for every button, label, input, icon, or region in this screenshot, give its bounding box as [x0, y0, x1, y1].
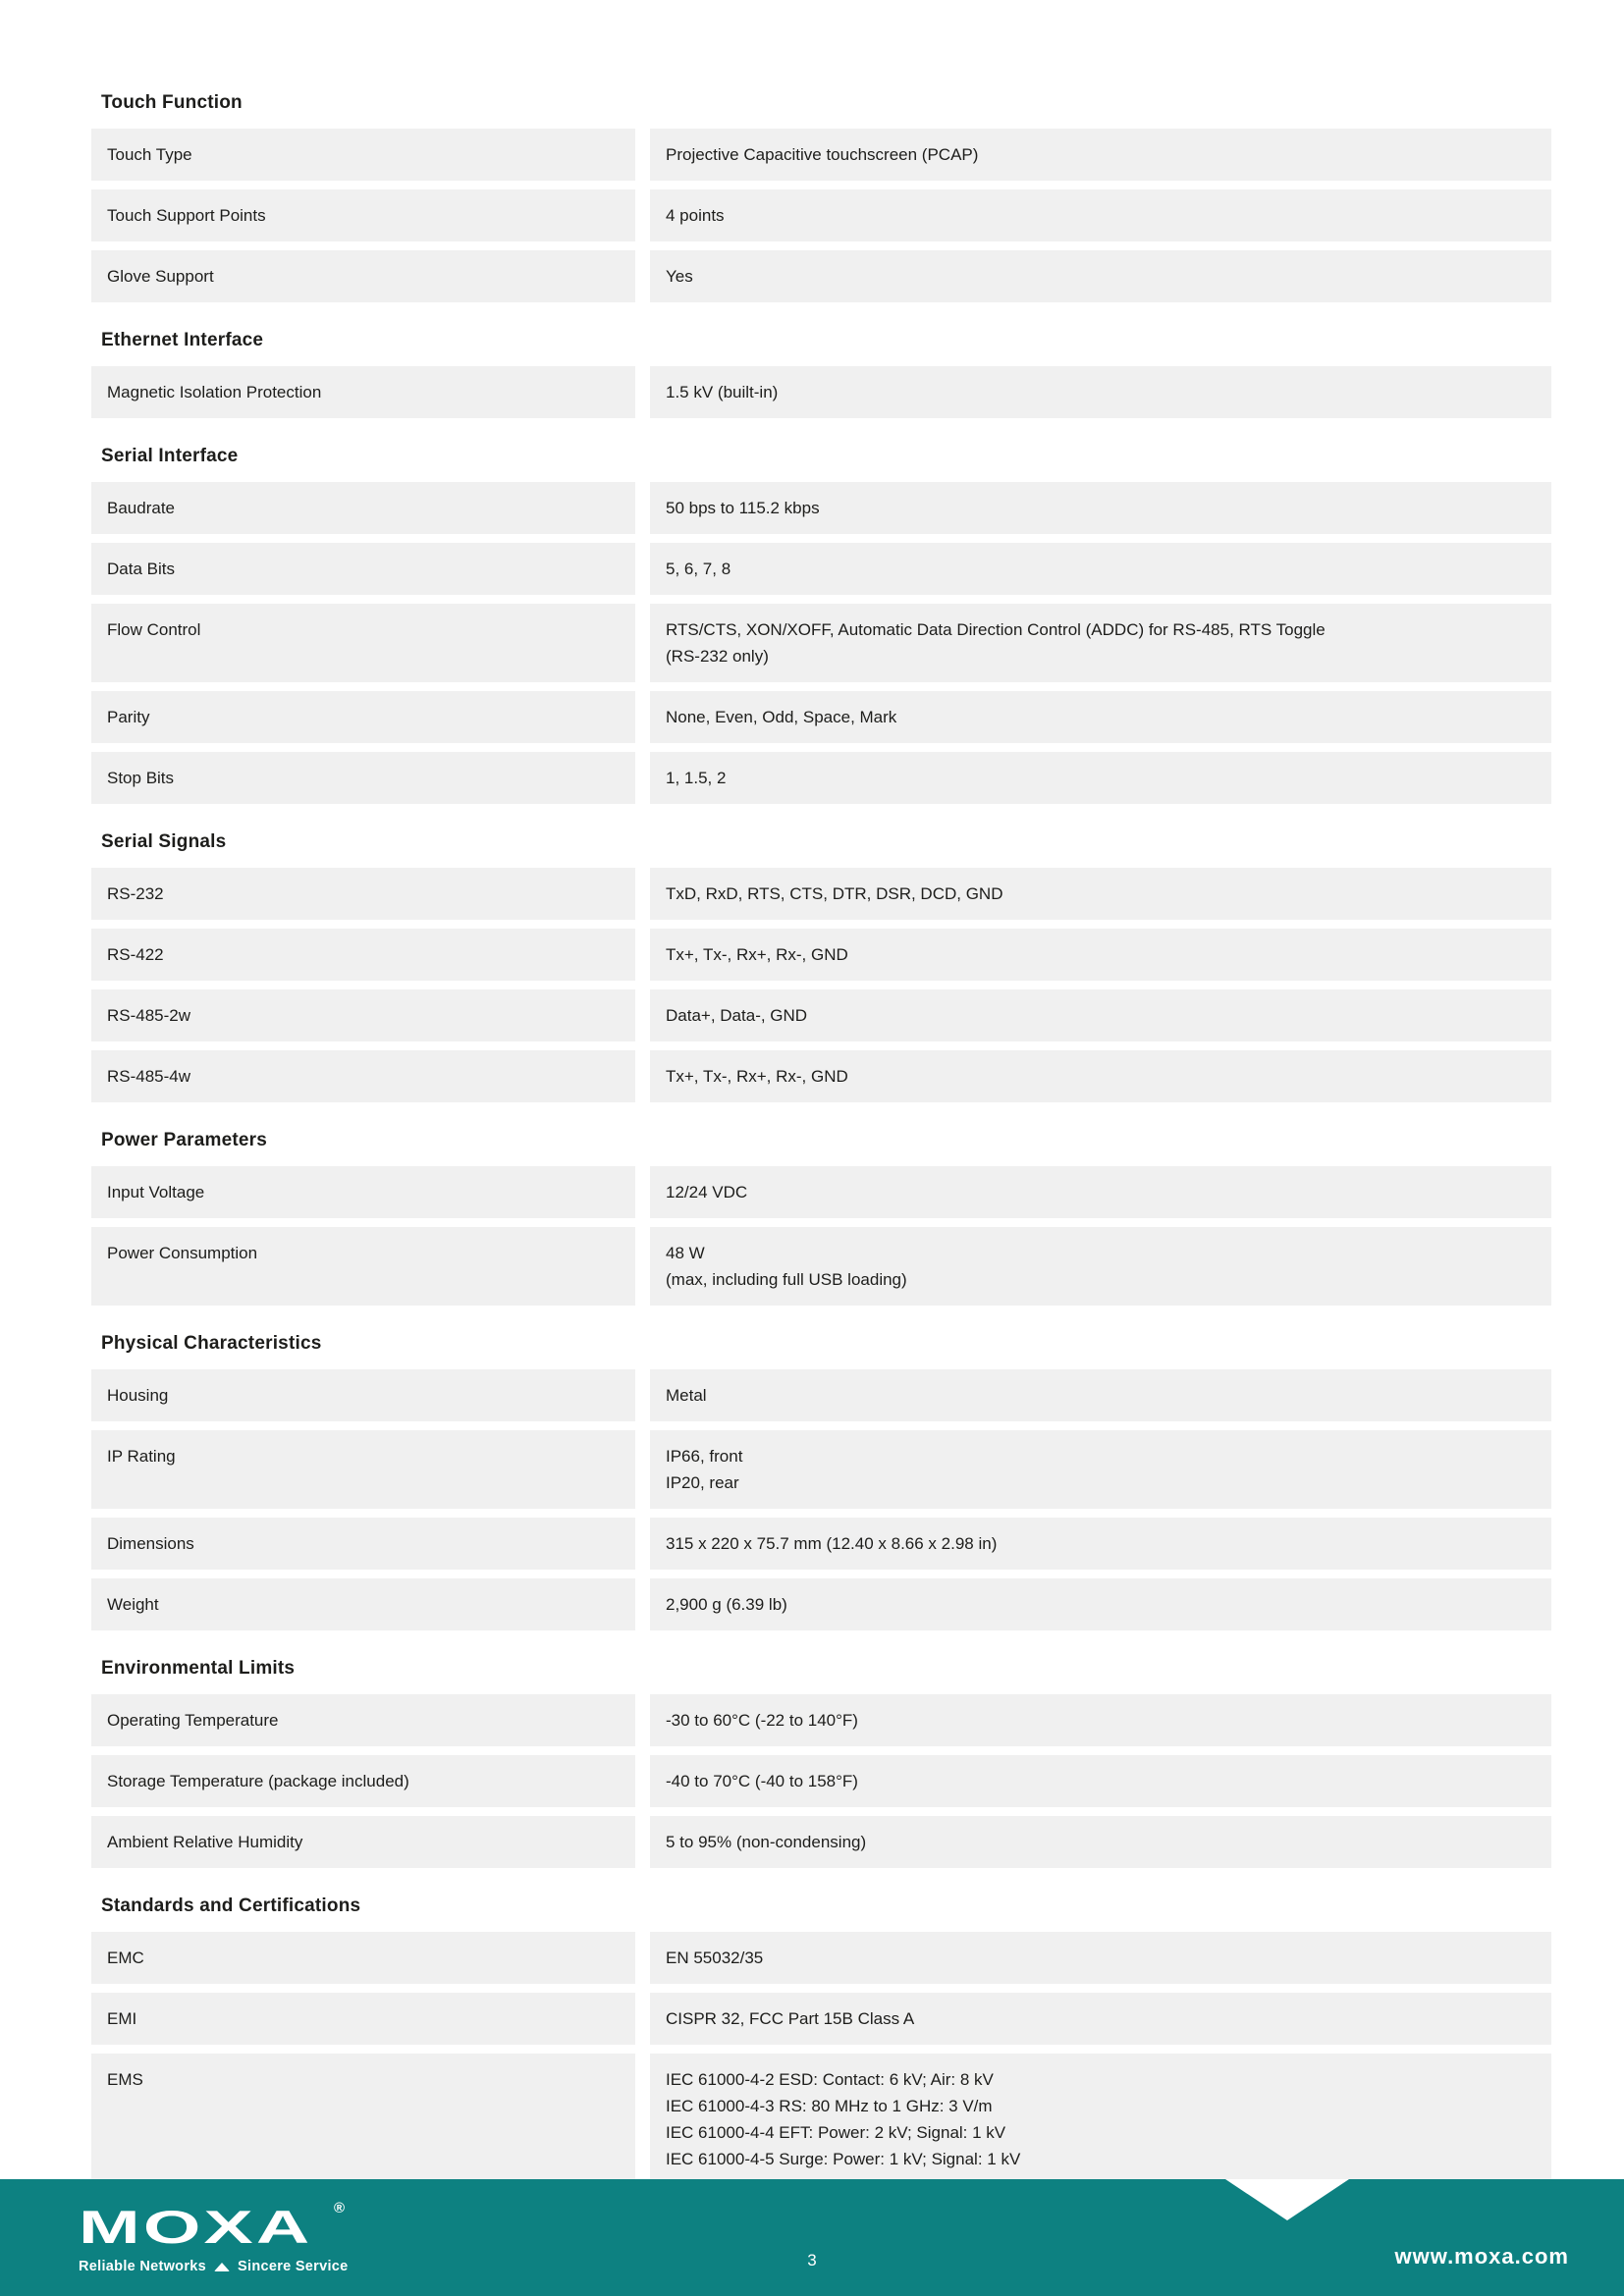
section-rows [91, 1932, 1551, 2185]
spec-row [91, 129, 1551, 181]
spec-value-line: (RS-232 only) [666, 647, 769, 666]
tagline-left: Reliable Networks [79, 2259, 207, 2274]
spec-label: RS-232 [107, 884, 164, 903]
spec-label-cell [91, 250, 635, 302]
spec-section [91, 330, 1551, 418]
spec-label: Dimensions [107, 1534, 194, 1553]
spec-value-line: -40 to 70°C (-40 to 158°F) [666, 1772, 858, 1790]
spec-value-line: IEC 61000-4-2 ESD: Contact: 6 kV; Air: 8 kV [666, 2070, 994, 2089]
spec-value-cell [650, 1816, 1551, 1868]
spec-value-line: (max, including full USB loading) [666, 1270, 907, 1289]
spec-label-cell [91, 1993, 635, 2045]
spec-value-line: 12/24 VDC [666, 1183, 748, 1201]
spec-row [91, 1816, 1551, 1868]
spec-label-cell [91, 1694, 635, 1746]
spec-value-line: 5 to 95% (non-condensing) [666, 1833, 867, 1851]
page-number: 3 [807, 2251, 817, 2269]
spec-value-cell [650, 189, 1551, 241]
spec-row [91, 1578, 1551, 1630]
section-heading: Serial Interface [101, 446, 239, 466]
spec-row [91, 1755, 1551, 1807]
spec-value-line: Projective Capacitive touchscreen (PCAP) [666, 145, 979, 164]
spec-value-cell [650, 1050, 1551, 1102]
spec-label: EMC [107, 1949, 144, 1967]
spec-label: Baudrate [107, 499, 175, 517]
spec-row [91, 1518, 1551, 1570]
spec-value-cell [650, 691, 1551, 743]
section-rows [91, 1166, 1551, 1306]
spec-label: Touch Type [107, 145, 192, 164]
section-heading: Environmental Limits [101, 1658, 296, 1679]
spec-label: Weight [107, 1595, 159, 1614]
spec-value-line: IP20, rear [666, 1473, 739, 1492]
spec-value-line: Tx+, Tx-, Rx+, Rx-, GND [666, 1067, 848, 1086]
spec-value-cell [650, 129, 1551, 181]
spec-value-line: 1.5 kV (built-in) [666, 383, 779, 401]
spec-label: Power Consumption [107, 1244, 258, 1262]
section-rows [91, 1369, 1551, 1630]
spec-label-cell [91, 129, 635, 181]
spec-section [91, 446, 1551, 804]
section-rows [91, 129, 1551, 302]
spec-label-cell [91, 691, 635, 743]
spec-label: Flow Control [107, 620, 201, 639]
spec-row [91, 1694, 1551, 1746]
spec-row [91, 1430, 1551, 1509]
spec-label-cell [91, 1050, 635, 1102]
spec-value-line: 1, 1.5, 2 [666, 769, 727, 787]
spec-value-line: 50 bps to 115.2 kbps [666, 499, 820, 517]
tagline-right: Sincere Service [238, 2259, 349, 2274]
spec-label-cell [91, 1816, 635, 1868]
section-rows [91, 868, 1551, 1102]
spec-section [91, 831, 1551, 1102]
spec-value-line: Metal [666, 1386, 707, 1405]
spec-label-cell [91, 482, 635, 534]
spec-row [91, 2054, 1551, 2185]
spec-value-cell [650, 1166, 1551, 1218]
section-heading: Serial Signals [101, 831, 227, 852]
spec-value-cell [650, 1932, 1551, 1984]
section-heading: Standards and Certifications [101, 1896, 361, 1916]
spec-label-cell [91, 189, 635, 241]
spec-label: Data Bits [107, 560, 175, 578]
spec-label: Input Voltage [107, 1183, 205, 1201]
spec-value-cell [650, 1227, 1551, 1306]
spec-label-cell [91, 604, 635, 682]
spec-label-cell [91, 366, 635, 418]
spec-value-line: IEC 61000-4-5 Surge: Power: 1 kV; Signal: 1 kV [666, 2150, 1021, 2168]
footer [0, 2179, 1624, 2296]
spec-label: Storage Temperature (package included) [107, 1772, 409, 1790]
spec-value-cell [650, 989, 1551, 1041]
spec-label-cell [91, 1755, 635, 1807]
registered-trademark-icon: ® [334, 2200, 346, 2216]
spec-value-line: 315 x 220 x 75.7 mm (12.40 x 8.66 x 2.98 in) [666, 1534, 998, 1553]
spec-value-line: IEC 61000-4-3 RS: 80 MHz to 1 GHz: 3 V/m [666, 2097, 993, 2115]
spec-value-line: Tx+, Tx-, Rx+, Rx-, GND [666, 945, 848, 964]
spec-value-cell [650, 929, 1551, 981]
spec-row [91, 604, 1551, 682]
spec-row [91, 1227, 1551, 1306]
spec-value-cell [650, 1518, 1551, 1570]
spec-value-cell [650, 366, 1551, 418]
section-heading: Touch Function [101, 92, 243, 113]
spec-row [91, 1932, 1551, 1984]
spec-row [91, 366, 1551, 418]
spec-value-line: EN 55032/35 [666, 1949, 764, 1967]
spec-value-line: Data+, Data-, GND [666, 1006, 808, 1025]
spec-value-line: 5, 6, 7, 8 [666, 560, 731, 578]
website-link[interactable]: www.moxa.com [1394, 2244, 1569, 2269]
spec-section [91, 1333, 1551, 1630]
spec-value-cell [650, 1430, 1551, 1509]
spec-value-cell [650, 752, 1551, 804]
spec-label-cell [91, 752, 635, 804]
spec-label-cell [91, 1166, 635, 1218]
moxa-logo-text: MOXA [79, 2201, 313, 2253]
spec-value-line: -30 to 60°C (-22 to 140°F) [666, 1711, 858, 1730]
spec-label-cell [91, 2054, 635, 2185]
spec-row [91, 189, 1551, 241]
spec-value-line: 2,900 g (6.39 lb) [666, 1595, 787, 1614]
spec-row [91, 1050, 1551, 1102]
spec-label: Housing [107, 1386, 169, 1405]
spec-table [91, 92, 1551, 2213]
spec-value-cell [650, 1578, 1551, 1630]
spec-section [91, 1658, 1551, 1868]
section-heading: Power Parameters [101, 1130, 268, 1150]
spec-value-line: None, Even, Odd, Space, Mark [666, 708, 897, 726]
spec-section [91, 1896, 1551, 2185]
spec-value-cell [650, 543, 1551, 595]
spec-label-cell [91, 929, 635, 981]
section-rows [91, 1694, 1551, 1868]
spec-value-line: IP66, front [666, 1447, 743, 1466]
spec-label-cell [91, 543, 635, 595]
section-heading: Physical Characteristics [101, 1333, 322, 1354]
spec-value-line: TxD, RxD, RTS, CTS, DTR, DSR, DCD, GND [666, 884, 1003, 903]
notch-triangle-icon [1225, 2179, 1349, 2220]
spec-value-cell [650, 482, 1551, 534]
spec-label-cell [91, 1932, 635, 1984]
spec-value-line: IEC 61000-4-4 EFT: Power: 2 kV; Signal: 1 kV [666, 2123, 1006, 2142]
spec-value-cell [650, 250, 1551, 302]
spec-label: Parity [107, 708, 150, 726]
spec-label: RS-485-4w [107, 1067, 191, 1086]
section-heading: Ethernet Interface [101, 330, 264, 350]
spec-value-cell [650, 1993, 1551, 2045]
spec-section [91, 92, 1551, 302]
spec-row [91, 482, 1551, 534]
spec-label: Glove Support [107, 267, 214, 286]
spec-value-cell [650, 1694, 1551, 1746]
spec-label: IP Rating [107, 1447, 176, 1466]
spec-section [91, 1130, 1551, 1306]
spec-row [91, 752, 1551, 804]
spec-row [91, 250, 1551, 302]
section-rows [91, 482, 1551, 804]
spec-label-cell [91, 1369, 635, 1421]
spec-value-line: CISPR 32, FCC Part 15B Class A [666, 2009, 915, 2028]
spec-label: EMI [107, 2009, 137, 2028]
spec-label: Stop Bits [107, 769, 175, 787]
section-rows [91, 366, 1551, 418]
spec-value-line: RTS/CTS, XON/XOFF, Automatic Data Direction Control (ADDC) for RS-485, RTS Toggle [666, 620, 1326, 639]
spec-value-cell [650, 604, 1551, 682]
spec-label: Operating Temperature [107, 1711, 279, 1730]
spec-label-cell [91, 1578, 635, 1630]
spec-label-cell [91, 989, 635, 1041]
spec-row [91, 1166, 1551, 1218]
spec-value-cell [650, 2054, 1551, 2185]
spec-value-line: 48 W [666, 1244, 705, 1262]
spec-label-cell [91, 868, 635, 920]
spec-label-cell [91, 1518, 635, 1570]
spec-label: Ambient Relative Humidity [107, 1833, 303, 1851]
spec-label: Touch Support Points [107, 206, 266, 225]
spec-label: EMS [107, 2070, 143, 2089]
spec-value-cell [650, 868, 1551, 920]
spec-row [91, 989, 1551, 1041]
spec-label: Magnetic Isolation Protection [107, 383, 322, 401]
spec-row [91, 1993, 1551, 2045]
spec-label: RS-485-2w [107, 1006, 191, 1025]
spec-label: RS-422 [107, 945, 164, 964]
spec-row [91, 691, 1551, 743]
spec-row [91, 1369, 1551, 1421]
spec-label-cell [91, 1227, 635, 1306]
spec-label-cell [91, 1430, 635, 1509]
spec-row [91, 543, 1551, 595]
spec-value-line: Yes [666, 267, 693, 286]
spec-row [91, 929, 1551, 981]
spec-value-line: 4 points [666, 206, 725, 225]
spec-row [91, 868, 1551, 920]
spec-value-cell [650, 1755, 1551, 1807]
spec-value-cell [650, 1369, 1551, 1421]
